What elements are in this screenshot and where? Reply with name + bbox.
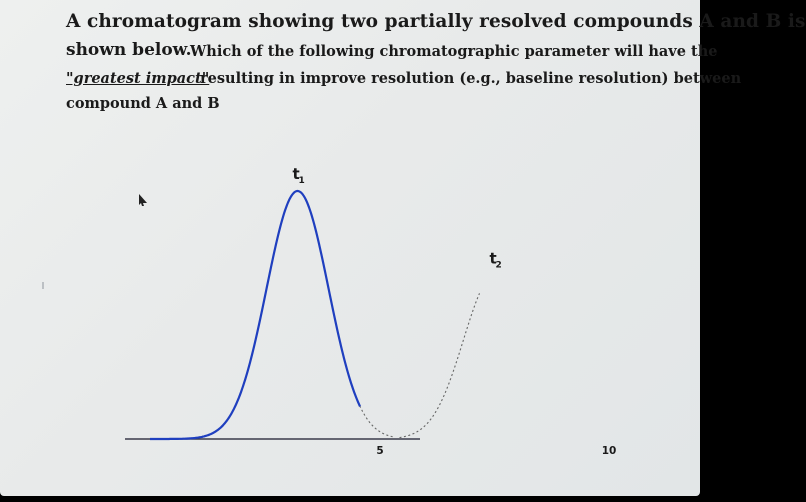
peak-label: t <box>292 165 300 183</box>
plot-area <box>125 165 806 457</box>
peak-component-dotted <box>313 218 393 436</box>
x-tick-label: 5 <box>376 445 384 457</box>
mouse-pointer-icon <box>139 194 147 206</box>
peak-component-dotted <box>400 293 480 437</box>
question-line-2-start: shown below. <box>66 40 192 60</box>
question-line-1: A chromatogram showing two partially resolved compounds A and B is <box>66 11 806 32</box>
scan-mark <box>42 282 44 289</box>
chromatogram-signal <box>150 191 360 439</box>
question-line-3-rest: resulting in improve resolution (e.g., baseline resolution) between <box>200 70 742 87</box>
question-emphasis: "greatest impact" <box>66 70 210 87</box>
peak-label-subscript: 1 <box>298 176 305 186</box>
peak-label-subscript: 2 <box>495 260 502 271</box>
x-tick-label: 10 <box>601 445 617 457</box>
peak-label: t <box>489 249 497 268</box>
question-line-2-rest: Which of the following chromatographic parameter will have the <box>190 43 718 60</box>
question-line-4: compound A and B <box>66 95 220 112</box>
